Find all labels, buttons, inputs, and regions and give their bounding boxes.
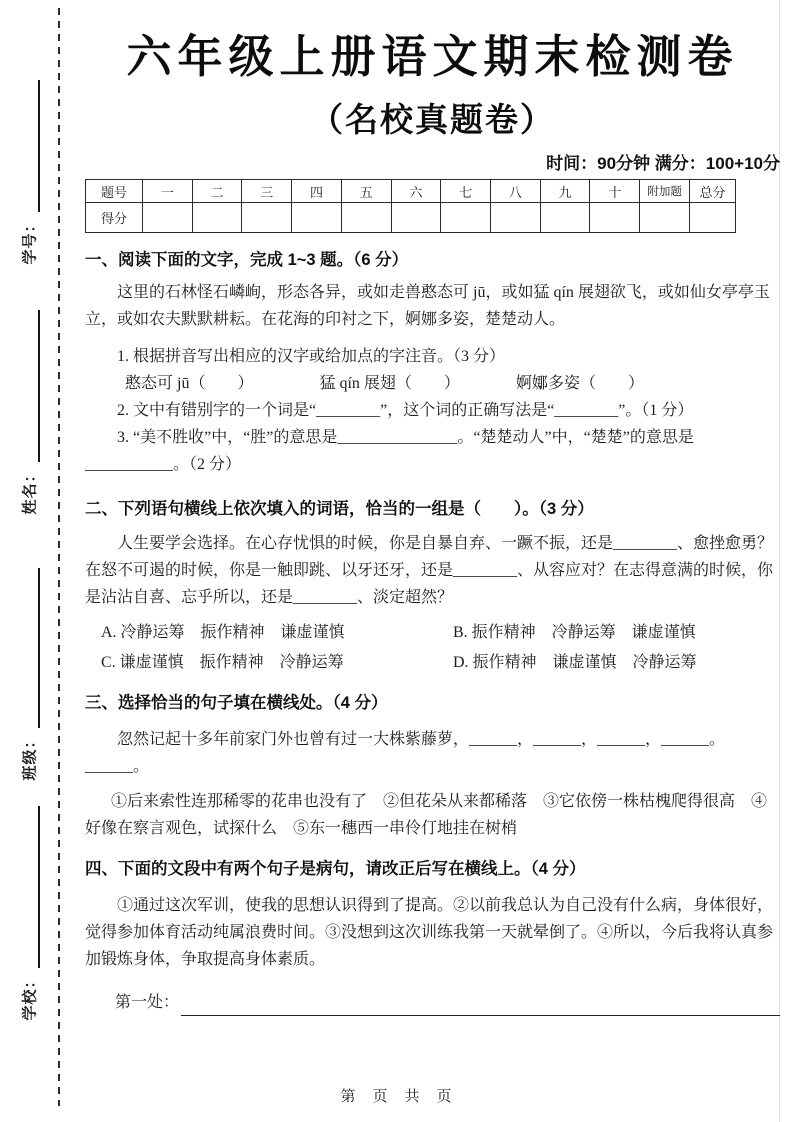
option-b: B. 振作精神 冷静运筹 谦虚谨慎	[453, 624, 696, 641]
score-cell	[540, 203, 590, 233]
score-header-cell: 总分	[690, 180, 736, 203]
score-cell	[640, 203, 690, 233]
score-header-cell: 九	[540, 180, 590, 203]
name-blank-line	[38, 310, 40, 462]
score-table-header-row	[86, 180, 780, 203]
score-header-cell: 七	[441, 180, 491, 203]
exam-subtitle: （名校真题卷）	[310, 101, 555, 138]
section2-heading: 二、下列语句横线上依次填入的词语，恰当的一组是（ ）。（3 分）	[85, 500, 594, 518]
score-header-cell: 三	[242, 180, 292, 203]
score-row-label: 得分	[86, 203, 143, 233]
school-label: 学校：	[22, 971, 39, 1021]
score-header-cell: 十	[590, 180, 640, 203]
score-header-cell: 四	[292, 180, 342, 203]
name-label: 姓名：	[22, 465, 39, 515]
section4-passage: ①通过这次军训，使我的思想认识得到了提高。②以前我总认为自己没有什么病，身体很好，觉得参加体育活动纯属浪费时间。③没想到这次训练我第一天就晕倒了。④所以，今后我将认真参加锻炼身体，争取提高身体素质。	[85, 897, 774, 968]
score-cell	[491, 203, 541, 233]
score-cell	[192, 203, 242, 233]
score-cell	[441, 203, 491, 233]
score-cell	[590, 203, 640, 233]
class-blank-line	[38, 568, 40, 728]
score-table-score-row	[86, 203, 780, 233]
section2-options	[85, 619, 780, 676]
section3-sentence-items: ①后来索性连那稀零的花串也没有了 ②但花朵从来都稀落 ③它依傍一株枯槐爬得很高 ④好像在察言观色，试探什么 ⑤东一穗西一串伶仃地挂在树梢	[85, 793, 768, 837]
class-label: 班级：	[22, 731, 39, 781]
score-cell	[391, 203, 441, 233]
score-cell	[143, 203, 193, 233]
section1-question3: 3. “美不胜收”中，“胜”的意思是_______________。“楚楚动人”中，“楚楚”的意思是___________。（2 分）	[85, 429, 694, 473]
section1-question1: 1. 根据拼音写出相应的汉字或给加点的字注音。（3 分）	[117, 348, 506, 365]
option-d: D. 振作精神 谦虚谨慎 冷静运筹	[453, 654, 697, 671]
student-id-blank-line	[38, 80, 40, 212]
time-score-meta: 时间：90分钟 满分：100+10分	[546, 154, 780, 173]
option-a: A. 冷静运筹 振作精神 谦虚谨慎	[101, 624, 345, 641]
section4-heading: 四、下面的文段中有两个句子是病句，请改正后写在横线上。（4 分）	[85, 860, 586, 878]
score-header-cell: 一	[143, 180, 193, 203]
exam-content	[85, 0, 780, 1016]
student-id-label: 学号：	[22, 215, 39, 265]
page-footer: 第 页 共 页	[340, 1089, 453, 1105]
section3-heading: 三、选择恰当的句子填在横线处。（4 分）	[85, 694, 388, 712]
score-table	[85, 179, 780, 233]
section1-heading: 一、阅读下面的文字，完成 1~3 题。（6 分）	[85, 251, 409, 269]
pinyin-item-3: 婀娜 •多姿（ ）	[516, 370, 644, 397]
score-cell	[292, 203, 342, 233]
section4-answer-row	[85, 989, 780, 1016]
score-header-cell: 五	[341, 180, 391, 203]
score-header-cell: 八	[491, 180, 541, 203]
answer-label: 第一处：	[115, 994, 180, 1011]
answer-blank-line	[181, 993, 780, 1016]
binding-dashed-line	[58, 8, 60, 1106]
score-header-cell: 二	[192, 180, 242, 203]
section2-passage: 人生要学会选择。在心存忧惧的时候，你是自暴自弃、一蹶不振，还是________、愈挫愈勇？在怒不可遏的时候，你是一触即跳、以牙还牙，还是________、从容应对？在志得意满的时候，你是沾沾自喜、忘乎所以，还是________、淡定超然？	[85, 535, 774, 606]
school-blank-line	[38, 806, 40, 968]
section1-question2: 2. 文中有错别字的一个词是“________”，这个词的正确写法是“________”。（1 分）	[117, 402, 694, 419]
pinyin-item-2: 猛 qín 展翅（ ）	[319, 375, 460, 392]
score-cell	[341, 203, 391, 233]
section1-question1-items	[85, 370, 780, 397]
dotted-char: 娜 •	[421, 311, 437, 328]
pinyin-item-1: 憨态可 jū（ ）	[125, 375, 254, 392]
score-header-cell: 六	[391, 180, 441, 203]
score-cell	[242, 203, 292, 233]
option-c: C. 谦虚谨慎 振作精神 冷静运筹	[101, 654, 344, 671]
exam-title: 六年级上册语文期末检测卷	[126, 31, 739, 82]
section3-passage: 忽然记起十多年前家门外也曾有过一大株紫藤萝，______，______，______，______。______。	[85, 731, 726, 775]
dotted-char: 娜 •	[532, 375, 548, 392]
score-header-cell: 附加题	[640, 180, 690, 203]
section1-passage: 这里的石林怪石嶙峋，形态各异，或如走兽憨态可 jū，或如猛 qín 展翅欲飞，或如仙女亭亭玉立，或如农夫默默耕耘。在花海的印衬之下，婀娜 •多姿，楚楚动人。	[85, 279, 780, 333]
score-cell	[690, 203, 736, 233]
score-header-cell: 题号	[86, 180, 143, 203]
